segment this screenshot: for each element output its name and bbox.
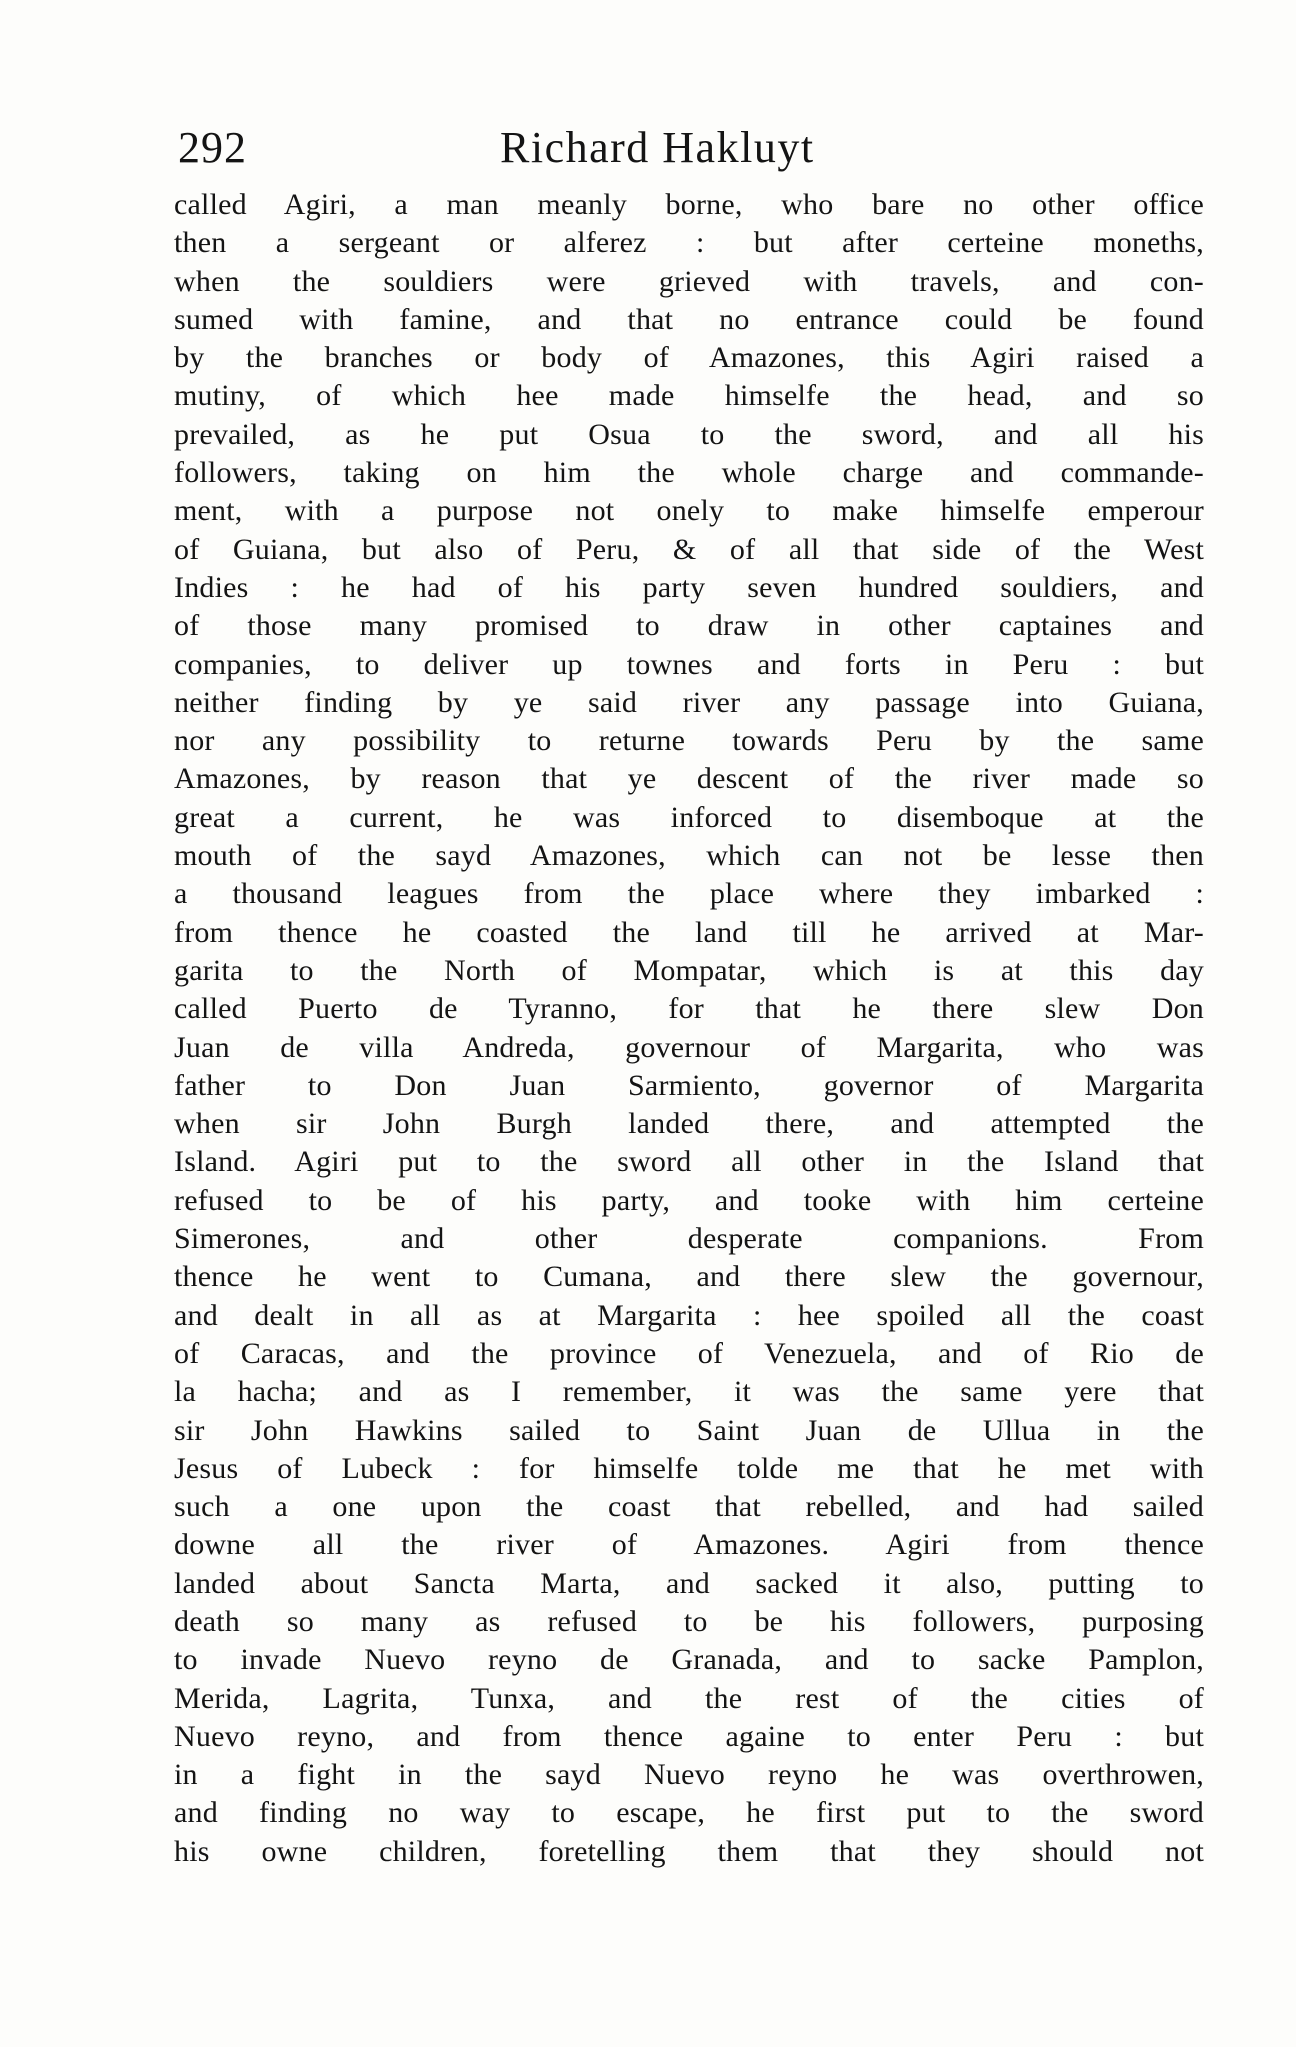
text-line: downe all the river of Amazones. Agiri from thence	[174, 1528, 1204, 1562]
text-line: death so many as refused to be his followers, purposing	[174, 1604, 1204, 1638]
text-line: such a one upon the coast that rebelled, and had sailed	[174, 1490, 1204, 1524]
text-line: Island. Agiri put to the sword all other in the Island that	[174, 1145, 1204, 1179]
text-line: in a fight in the sayd Nuevo reyno he was overthrowen,	[174, 1758, 1204, 1792]
text-line: landed about Sancta Marta, and sacked it also, putting to	[174, 1566, 1204, 1600]
text-line: from thence he coasted the land till he arrived at Mar-	[174, 915, 1204, 949]
text-line: Nuevo reyno, and from thence againe to enter Peru : but	[174, 1719, 1204, 1753]
text-line: father to Don Juan Sarmiento, governor of Margarita	[174, 1068, 1204, 1102]
text-line: ment, with a purpose not onely to make himselfe emperour	[174, 494, 1204, 528]
text-line: to invade Nuevo reyno de Granada, and to sacke Pamplon,	[174, 1643, 1204, 1677]
page-header	[178, 118, 1208, 178]
text-line: la hacha; and as I remember, it was the same yere that	[174, 1375, 1204, 1409]
text-line: sumed with famine, and that no entrance could be found	[174, 302, 1204, 336]
text-line: Indies : he had of his party seven hundred souldiers, and	[174, 570, 1204, 604]
text-line: called Puerto de Tyranno, for that he there slew Don	[174, 992, 1204, 1026]
text-line: great a current, he was inforced to disemboque at the	[174, 800, 1204, 834]
text-line: Merida, Lagrita, Tunxa, and the rest of the cities of	[174, 1681, 1204, 1715]
text-line: his owne children, foretelling them that they should not	[174, 1834, 1204, 1868]
text-line: Amazones, by reason that ye descent of the river made so	[174, 762, 1204, 796]
text-line: when sir John Burgh landed there, and attempted the	[174, 1107, 1204, 1141]
text-line: refused to be of his party, and tooke with him certeine	[174, 1183, 1204, 1217]
text-line: mutiny, of which hee made himselfe the head, and so	[174, 379, 1204, 413]
text-line: a thousand leagues from the place where they imbarked :	[174, 877, 1204, 911]
text-line: by the branches or body of Amazones, this Agiri raised a	[174, 341, 1204, 375]
text-line: neither finding by ye said river any passage into Guiana,	[174, 685, 1204, 719]
body-text	[174, 186, 1204, 1871]
text-line: nor any possibility to returne towards Peru by the same	[174, 724, 1204, 758]
text-line: and dealt in all as at Margarita : hee spoiled all the coast	[174, 1298, 1204, 1332]
text-line: followers, taking on him the whole charge and commande-	[174, 456, 1204, 490]
text-line: and finding no way to escape, he first put to the sword	[174, 1796, 1204, 1830]
text-line: mouth of the sayd Amazones, which can not be lesse then	[174, 839, 1204, 873]
text-line: of those many promised to draw in other captaines and	[174, 609, 1204, 643]
text-line: Juan de villa Andreda, governour of Margarita, who was	[174, 1030, 1204, 1064]
text-line: of Caracas, and the province of Venezuela, and of Rio de	[174, 1336, 1204, 1370]
page-number: 292	[178, 123, 247, 172]
text-line: when the souldiers were grieved with travels, and con-	[174, 264, 1204, 298]
text-line: prevailed, as he put Osua to the sword, and all his	[174, 417, 1204, 451]
text-line: companies, to deliver up townes and forts in Peru : but	[174, 647, 1204, 681]
text-line: thence he went to Cumana, and there slew the governour,	[174, 1260, 1204, 1294]
text-line: then a sergeant or alferez : but after certeine moneths,	[174, 226, 1204, 260]
text-line: Simerones, and other desperate companions. From	[174, 1222, 1204, 1256]
text-line: called Agiri, a man meanly borne, who bare no other office	[174, 188, 1204, 221]
running-title: Richard Hakluyt	[500, 123, 815, 172]
text-line: garita to the North of Mompatar, which is at this day	[174, 953, 1204, 987]
text-line: Jesus of Lubeck : for himselfe tolde me that he met with	[174, 1451, 1204, 1485]
text-line: of Guiana, but also of Peru, & of all that side of the West	[174, 532, 1204, 566]
text-line: sir John Hawkins sailed to Saint Juan de Ullua in the	[174, 1413, 1204, 1447]
